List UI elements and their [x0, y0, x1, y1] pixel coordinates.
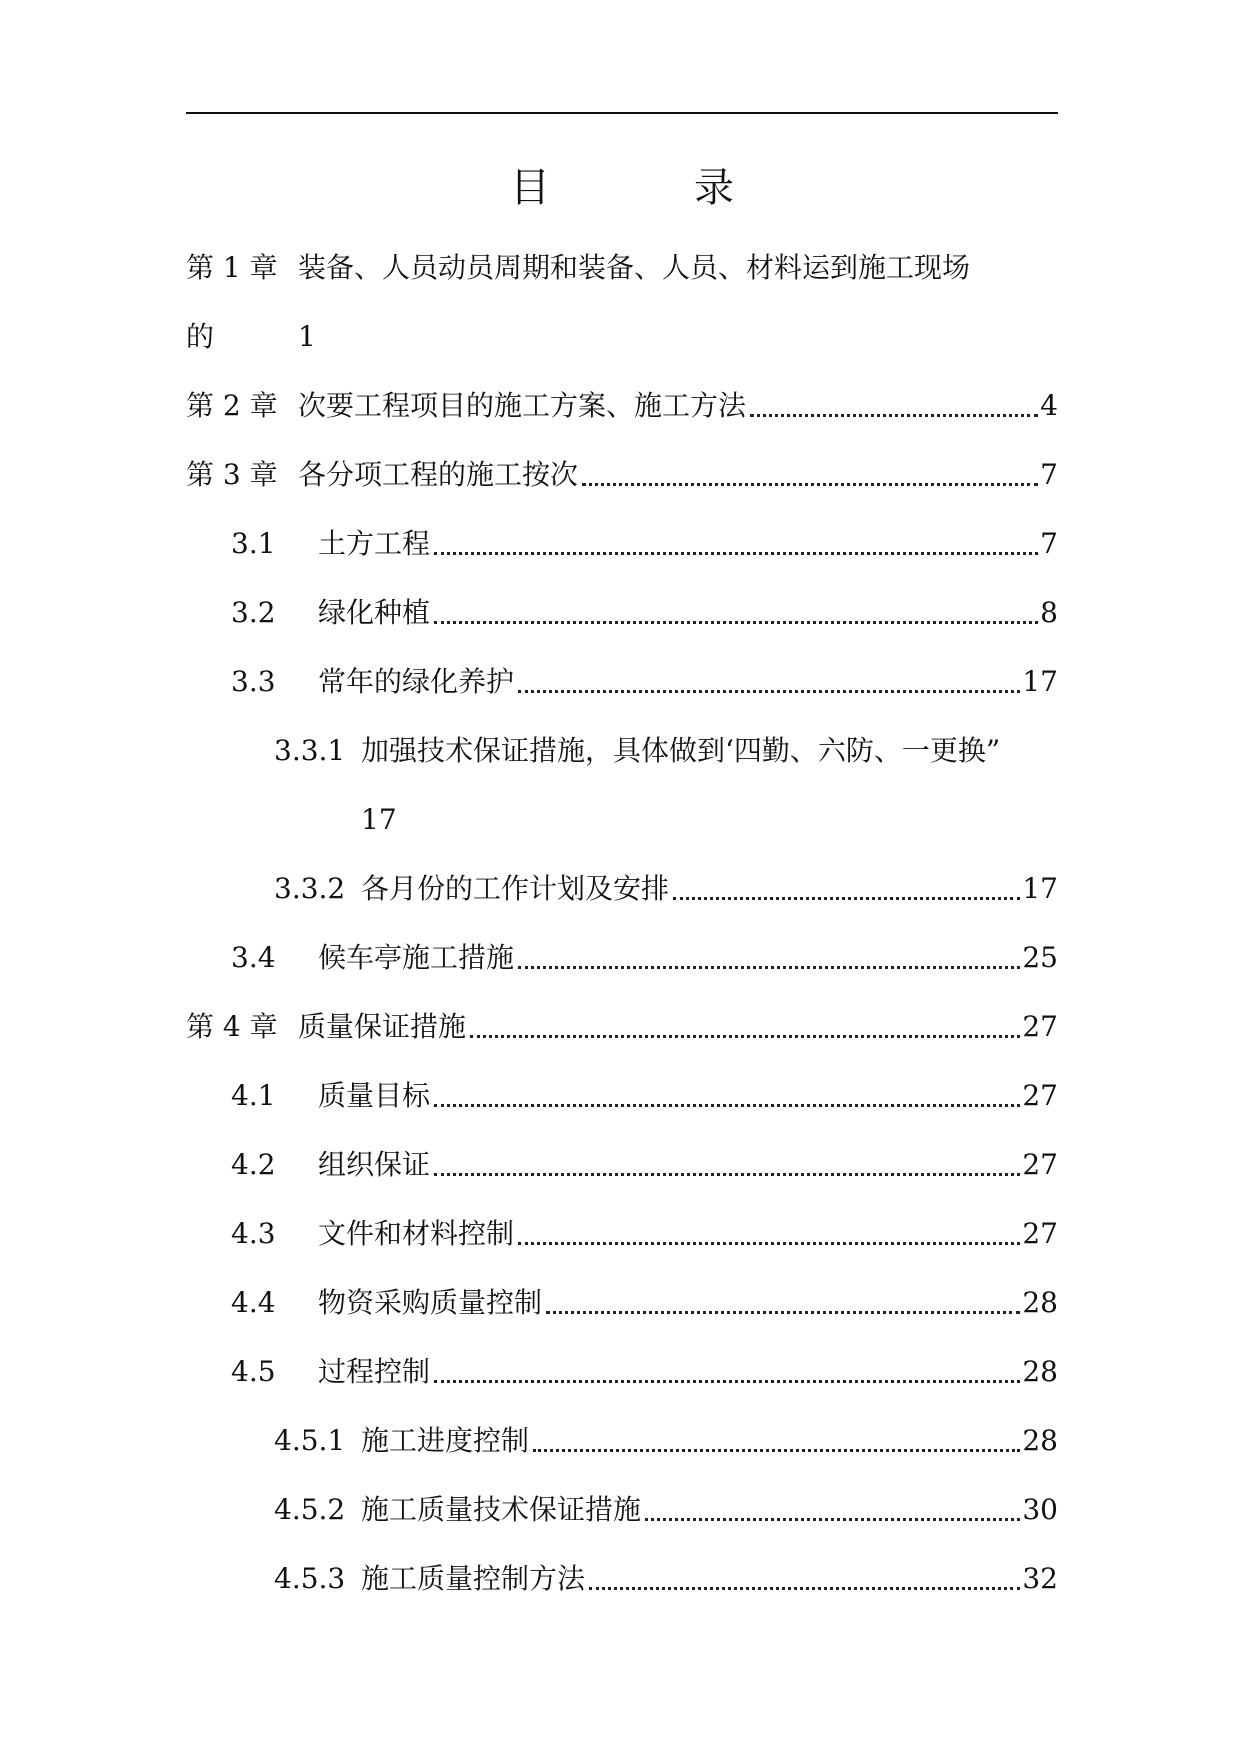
dot-leader — [750, 414, 1038, 417]
toc-entry-number: 第 2 章 — [186, 389, 278, 422]
toc-entry-4-5-2[interactable] — [186, 1470, 1058, 1539]
toc-entry-page: 27 — [1022, 1217, 1058, 1250]
toc-entry-page: 28 — [1022, 1286, 1058, 1319]
toc-entry-text: 土方工程 — [318, 527, 431, 560]
toc-entry-page: 1 — [298, 320, 316, 353]
toc-entry-text: 施工质量技术保证措施 — [361, 1493, 642, 1526]
toc-entry-text: 次要工程项目的施工方案、施工方法 — [298, 389, 747, 422]
toc-entry-3-2[interactable] — [186, 573, 1058, 642]
toc-entry-4-2[interactable] — [186, 1125, 1058, 1194]
toc-entry-chapter-2[interactable] — [186, 366, 1058, 435]
toc-entry-text: 绿化种植 — [318, 596, 431, 629]
toc-entry-page: 7 — [1040, 458, 1058, 491]
toc-entry-page: 7 — [1040, 527, 1058, 560]
toc-entry-3-4[interactable] — [186, 918, 1058, 987]
toc-entry-chapter-3[interactable] — [186, 435, 1058, 504]
toc-entry-number: 3.2 — [231, 596, 276, 629]
toc-entry-3-3-1-continuation[interactable] — [186, 780, 1058, 849]
toc-entry-3-3[interactable] — [186, 642, 1058, 711]
toc-entry-3-3-1[interactable] — [186, 711, 1058, 780]
toc-entry-text: 物资采购质量控制 — [318, 1286, 543, 1319]
toc-entry-number: 3.1 — [231, 527, 276, 560]
toc-entry-page: 17 — [1022, 665, 1058, 698]
toc-entry-text-continuation: 的 — [186, 320, 215, 353]
header-rule — [186, 112, 1058, 114]
dot-leader — [434, 1104, 1020, 1107]
toc-entry-page: 27 — [1022, 1010, 1058, 1043]
toc-entry-page: 27 — [1022, 1079, 1058, 1112]
dot-leader — [518, 690, 1020, 693]
toc-entry-3-3-2[interactable] — [186, 849, 1058, 918]
dot-leader — [434, 552, 1038, 555]
toc-entry-text: 施工进度控制 — [361, 1424, 530, 1457]
toc-entry-number: 第 1 章 — [186, 251, 278, 284]
toc-entry-number: 3.3.1 — [274, 734, 346, 767]
toc-entry-page: 17 — [361, 803, 397, 836]
toc-entry-text: 质量目标 — [318, 1079, 431, 1112]
toc-entry-text: 各月份的工作计划及安排 — [361, 872, 670, 905]
toc-entry-number: 4.2 — [231, 1148, 276, 1181]
toc-entry-chapter-1[interactable] — [186, 228, 1058, 297]
toc-entry-number: 3.3 — [231, 665, 276, 698]
toc-entry-number: 4.4 — [231, 1286, 276, 1319]
toc-entry-page: 30 — [1022, 1493, 1058, 1526]
toc-entry-chapter-4[interactable] — [186, 987, 1058, 1056]
toc-entry-text: 常年的绿化养护 — [318, 665, 515, 698]
toc-entry-page: 28 — [1022, 1355, 1058, 1388]
dot-leader — [546, 1311, 1020, 1314]
toc-entry-number: 4.5.2 — [274, 1493, 346, 1526]
toc-entry-page: 17 — [1022, 872, 1058, 905]
toc-entry-page: 4 — [1040, 389, 1058, 422]
toc-title: 目 录 — [510, 165, 786, 211]
toc-entry-number: 4.5 — [231, 1355, 276, 1388]
table-of-contents — [186, 228, 1058, 1608]
dot-leader — [434, 1173, 1020, 1176]
dot-leader — [434, 1380, 1020, 1383]
dot-leader — [533, 1449, 1020, 1452]
toc-entry-4-4[interactable] — [186, 1263, 1058, 1332]
dot-leader — [673, 897, 1020, 900]
toc-entry-text: 质量保证措施 — [298, 1010, 467, 1043]
toc-entry-text: 施工质量控制方法 — [361, 1562, 586, 1595]
dot-leader — [589, 1587, 1020, 1590]
dot-leader — [518, 966, 1020, 969]
toc-entry-page: 32 — [1022, 1562, 1058, 1595]
dot-leader — [645, 1518, 1020, 1521]
toc-entry-number: 3.4 — [231, 941, 276, 974]
toc-entry-number: 3.3.2 — [274, 872, 346, 905]
toc-entry-chapter-1-continuation[interactable] — [186, 297, 1058, 366]
toc-entry-page: 25 — [1022, 941, 1058, 974]
toc-entry-4-1[interactable] — [186, 1056, 1058, 1125]
toc-entry-number: 4.5.3 — [274, 1562, 346, 1595]
toc-entry-number: 第 4 章 — [186, 1010, 278, 1043]
toc-entry-text: 过程控制 — [318, 1355, 431, 1388]
toc-entry-4-5[interactable] — [186, 1332, 1058, 1401]
toc-entry-number: 4.3 — [231, 1217, 276, 1250]
toc-entry-text: 装备、人员动员周期和装备、人员、材料运到施工现场 — [298, 251, 971, 284]
toc-entry-3-1[interactable] — [186, 504, 1058, 573]
toc-entry-number: 4.1 — [231, 1079, 276, 1112]
toc-entry-text: 加强技术保证措施，具体做到‘四勤、六防、一更换” — [361, 734, 1001, 767]
toc-entry-4-3[interactable] — [186, 1194, 1058, 1263]
dot-leader — [470, 1035, 1020, 1038]
toc-entry-4-5-1[interactable] — [186, 1401, 1058, 1470]
toc-entry-page: 28 — [1022, 1424, 1058, 1457]
toc-entry-text: 各分项工程的施工按次 — [298, 458, 579, 491]
toc-entry-number: 第 3 章 — [186, 458, 278, 491]
dot-leader — [582, 483, 1038, 486]
toc-entry-page: 8 — [1040, 596, 1058, 629]
dot-leader — [518, 1242, 1020, 1245]
toc-entry-4-5-3[interactable] — [186, 1539, 1058, 1608]
toc-entry-number: 4.5.1 — [274, 1424, 346, 1457]
toc-entry-text: 组织保证 — [318, 1148, 431, 1181]
toc-entry-page: 27 — [1022, 1148, 1058, 1181]
dot-leader — [434, 621, 1038, 624]
toc-entry-text: 文件和材料控制 — [318, 1217, 515, 1250]
toc-entry-text: 候车亭施工措施 — [318, 941, 515, 974]
